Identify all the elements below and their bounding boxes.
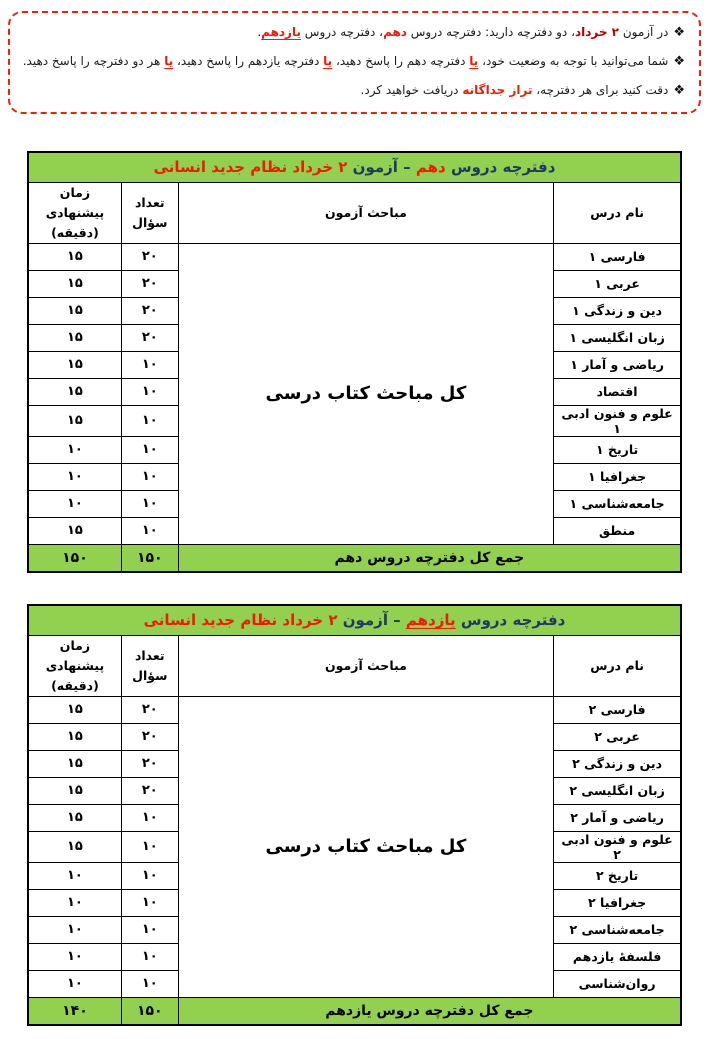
question-count-cell: ۱۰	[121, 405, 178, 436]
text-segment: تراز جداگانه	[462, 83, 533, 97]
question-count-cell: ۲۰	[121, 324, 178, 351]
text-segment: دفترچه دروس	[445, 158, 556, 177]
text-segment: یا	[164, 54, 174, 68]
time-cell: ۱۰	[28, 943, 121, 970]
text-segment: دهم	[415, 158, 446, 177]
course-name-cell: تاریخ ۲	[554, 862, 681, 889]
course-name-cell: روان‌شناسی	[554, 970, 681, 997]
time-cell: ۱۰	[28, 916, 121, 943]
question-count-cell: ۲۰	[121, 297, 178, 324]
question-count-cell: ۱۰	[121, 804, 178, 831]
time-cell: ۱۵	[28, 324, 121, 351]
text-segment: ۲ خرداد نظام جدید انسانی	[143, 611, 338, 630]
course-name-cell: زبان انگلیسی ۱	[554, 324, 681, 351]
total-question-count: ۱۵۰	[121, 997, 178, 1025]
question-count-cell: ۲۰	[121, 696, 178, 723]
text-segment: دریافت خواهید کرد.	[360, 83, 463, 97]
total-label: جمع کل دفترچه دروس یازدهم	[178, 997, 681, 1025]
question-count-cell: ۱۰	[121, 351, 178, 378]
time-cell: ۱۵	[28, 723, 121, 750]
question-count-cell: ۱۰	[121, 463, 178, 490]
header-time: زمان پیشنهادی (دقیقه)	[28, 182, 121, 243]
text-segment: دهم	[383, 25, 407, 39]
course-name-cell: زبان انگلیسی ۲	[554, 777, 681, 804]
notice-text	[361, 83, 669, 97]
header-course-name: نام درس	[554, 182, 681, 243]
total-row	[28, 997, 681, 1025]
notice-text	[257, 25, 668, 39]
total-time: ۱۵۰	[28, 544, 121, 572]
time-cell: ۱۵	[28, 777, 121, 804]
text-segment: ، دفترچه دروس	[300, 25, 384, 39]
text-segment: ۲ خرداد	[574, 25, 619, 39]
course-name-cell: عربی ۱	[554, 270, 681, 297]
course-name-cell: اقتصاد	[554, 378, 681, 405]
diamond-bullet-icon: ❖	[673, 83, 685, 98]
question-count-cell: ۱۰	[121, 490, 178, 517]
diamond-bullet-icon: ❖	[673, 54, 685, 69]
course-name-cell: دین و زندگی ۲	[554, 750, 681, 777]
question-count-cell: ۱۰	[121, 889, 178, 916]
text-segment: یازدهم	[261, 25, 301, 39]
course-name-cell: عربی ۲	[554, 723, 681, 750]
header-question-count: تعداد سؤال	[121, 182, 178, 243]
table-title-grade11	[28, 605, 681, 635]
time-cell: ۱۰	[28, 490, 121, 517]
header-course-name: نام درس	[554, 635, 681, 696]
question-count-cell: ۱۰	[121, 378, 178, 405]
time-cell: ۱۰	[28, 889, 121, 916]
question-count-cell: ۲۰	[121, 777, 178, 804]
text-segment: شما می‌توانید با توجه به وضعیت خود،	[478, 54, 669, 68]
header-row	[28, 182, 681, 243]
course-name-cell: جامعه‌شناسی ۲	[554, 916, 681, 943]
question-count-cell: ۱۰	[121, 862, 178, 889]
course-name-cell: جغرافیا ۲	[554, 889, 681, 916]
time-cell: ۱۰	[28, 970, 121, 997]
question-count-cell: ۱۰	[121, 517, 178, 544]
time-cell: ۱۵	[28, 378, 121, 405]
question-count-cell: ۲۰	[121, 723, 178, 750]
course-name-cell: ریاضی و آمار ۱	[554, 351, 681, 378]
course-name-cell: فلسفۀ یازدهم	[554, 943, 681, 970]
text-segment: .	[257, 25, 262, 39]
text-segment: – آزمون	[337, 611, 406, 630]
diamond-bullet-icon: ❖	[673, 25, 685, 40]
time-cell: ۱۵	[28, 831, 121, 862]
total-row	[28, 544, 681, 572]
table-title-grade10	[28, 152, 681, 182]
time-cell: ۱۵	[28, 804, 121, 831]
question-count-cell: ۱۰	[121, 943, 178, 970]
course-name-cell: منطق	[554, 517, 681, 544]
course-name-cell: دین و زندگی ۱	[554, 297, 681, 324]
text-segment: هر دو دفترچه را پاسخ دهید.	[22, 54, 165, 68]
text-segment: دفترچه دهم را پاسخ دهید،	[332, 54, 470, 68]
course-name-cell: جامعه‌شناسی ۱	[554, 490, 681, 517]
notice-line	[20, 18, 685, 47]
time-cell: ۱۵	[28, 297, 121, 324]
question-count-cell: ۱۰	[121, 436, 178, 463]
topics-merged-cell: کل مباحث کتاب درسی	[178, 696, 553, 997]
text-segment: ، دو دفترچه دارید: دفترچه دروس	[406, 25, 575, 39]
total-question-count: ۱۵۰	[121, 544, 178, 572]
text-segment: دقت کنید برای هر دفترچه،	[532, 83, 669, 97]
time-cell: ۱۵	[28, 351, 121, 378]
header-topics: مباحث آزمون	[178, 182, 553, 243]
table-row	[28, 243, 681, 270]
topics-merged-cell: کل مباحث کتاب درسی	[178, 243, 553, 544]
text-segment: دفترچه یازدهم را پاسخ دهید،	[173, 54, 324, 68]
course-name-cell: ریاضی و آمار ۲	[554, 804, 681, 831]
time-cell: ۱۵	[28, 696, 121, 723]
course-name-cell: علوم و فنون ادبی ۱	[554, 405, 681, 436]
question-count-cell: ۲۰	[121, 243, 178, 270]
grade11-table	[27, 604, 682, 1026]
time-cell: ۱۰	[28, 436, 121, 463]
time-cell: ۱۵	[28, 517, 121, 544]
question-count-cell: ۲۰	[121, 750, 178, 777]
time-cell: ۱۰	[28, 862, 121, 889]
question-count-cell: ۱۰	[121, 831, 178, 862]
course-name-cell: فارسی ۱	[554, 243, 681, 270]
text-segment: یا	[469, 54, 479, 68]
time-cell: ۱۵	[28, 243, 121, 270]
course-name-cell: جغرافیا ۱	[554, 463, 681, 490]
course-name-cell: تاریخ ۱	[554, 436, 681, 463]
header-time: زمان پیشنهادی (دقیقه)	[28, 635, 121, 696]
course-name-cell: فارسی ۲	[554, 696, 681, 723]
total-time: ۱۴۰	[28, 997, 121, 1025]
text-segment: دفترچه دروس	[455, 611, 566, 630]
notice-box	[8, 11, 701, 114]
time-cell: ۱۵	[28, 270, 121, 297]
header-row	[28, 635, 681, 696]
text-segment: ۲ خرداد نظام جدید انسانی	[153, 158, 348, 177]
question-count-cell: ۲۰	[121, 270, 178, 297]
total-label: جمع کل دفترچه دروس دهم	[178, 544, 681, 572]
question-count-cell: ۱۰	[121, 916, 178, 943]
header-question-count: تعداد سؤال	[121, 635, 178, 696]
time-cell: ۱۵	[28, 405, 121, 436]
question-count-cell: ۱۰	[121, 970, 178, 997]
time-cell: ۱۰	[28, 463, 121, 490]
notice-line	[20, 76, 685, 105]
course-name-cell: علوم و فنون ادبی ۲	[554, 831, 681, 862]
grade10-table	[27, 151, 682, 573]
text-segment: یازدهم	[405, 611, 456, 630]
table-row	[28, 696, 681, 723]
text-segment: در آزمون	[619, 25, 669, 39]
header-topics: مباحث آزمون	[178, 635, 553, 696]
time-cell: ۱۵	[28, 750, 121, 777]
notice-text	[23, 54, 669, 68]
text-segment: – آزمون	[347, 158, 416, 177]
text-segment: یا	[323, 54, 333, 68]
notice-line	[20, 47, 685, 76]
